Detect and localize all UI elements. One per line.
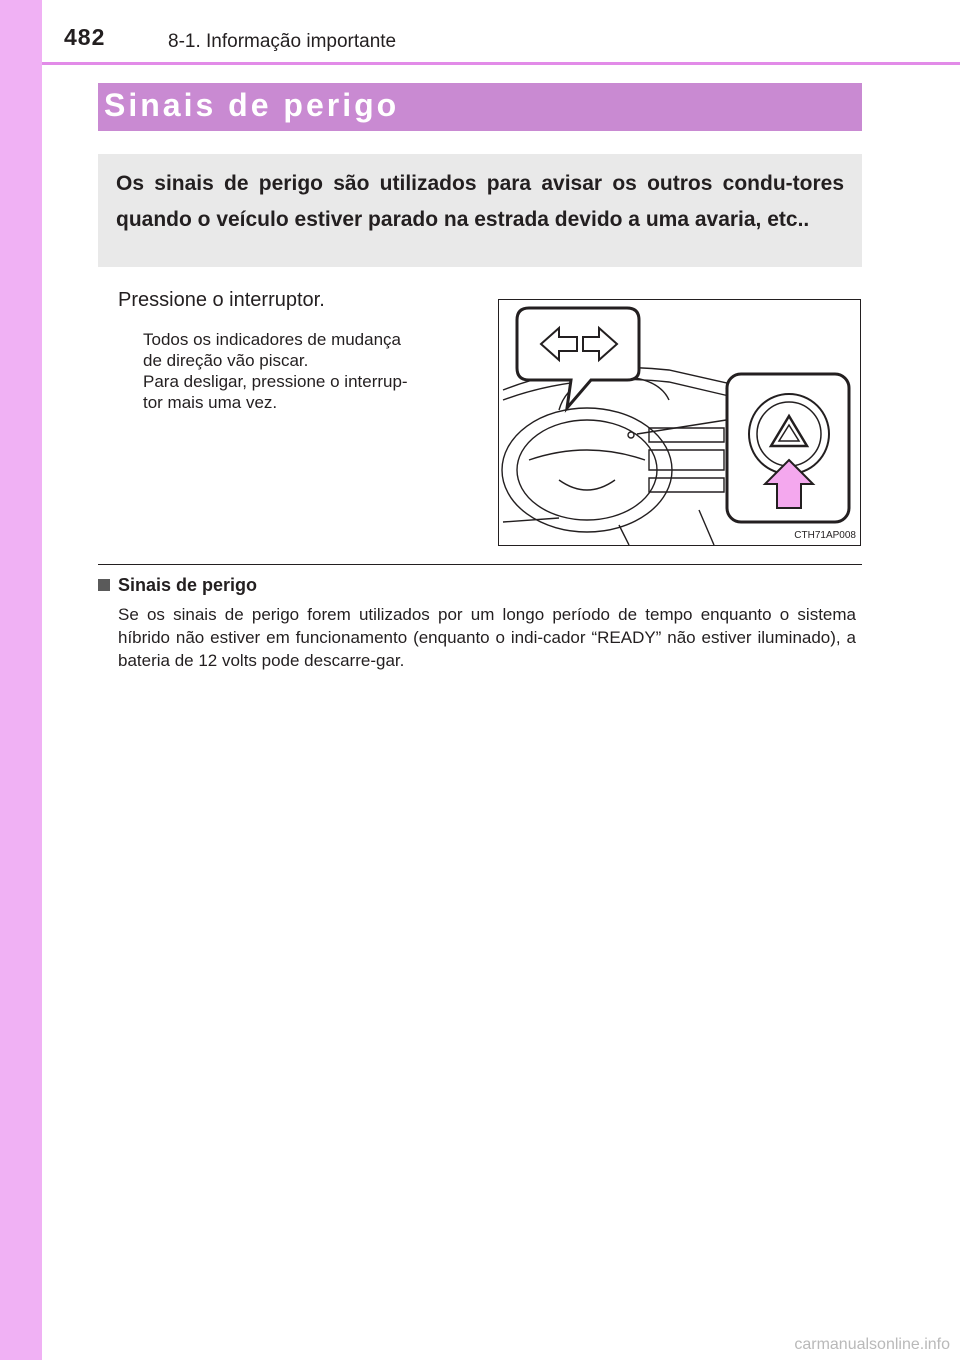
step-line: tor mais uma vez. — [143, 393, 278, 412]
turn-indicator-bubble — [517, 308, 639, 408]
side-color-strip — [0, 0, 42, 1360]
note-heading-text: Sinais de perigo — [118, 575, 258, 595]
hazard-switch-illustration — [498, 299, 861, 546]
square-bullet-icon — [98, 579, 110, 591]
note-heading — [98, 575, 257, 596]
running-header: 8-1. Informação importante — [168, 31, 397, 52]
watermark: carmanualsonline.info — [794, 1336, 950, 1353]
header-rule — [42, 62, 960, 65]
step-line: Todos os indicadores de mudança — [143, 330, 401, 349]
title-bar — [98, 83, 862, 131]
intro-text: Os sinais de perigo são utilizados para avisar os outros condu-tores quando o veículo estiver parado na estrada devido a uma avaria, etc.. — [116, 172, 844, 231]
page-title: Sinais de perigo — [104, 87, 400, 123]
intro-box — [98, 154, 862, 267]
step-line: Para desligar, pressione o interrup- — [143, 372, 408, 391]
dashboard-drawing — [499, 300, 860, 545]
section-rule — [98, 564, 862, 565]
dashboard-outline — [502, 368, 749, 546]
hazard-switch-callout — [727, 374, 849, 522]
step-description — [143, 329, 476, 413]
image-code: CTH71AP008 — [794, 530, 856, 541]
note-body: Se os sinais de perigo forem utilizados por um longo período de tempo enquanto o sistema híbrido não estiver em funcionamento (enquanto o indi-cador “READY” não estiver iluminado), a bateria de 12 volts pode descarre-gar. — [118, 605, 856, 670]
step-line: de direção vão piscar. — [143, 351, 309, 370]
page-number: 482 — [64, 24, 106, 50]
step-action: Pressione o interruptor. — [118, 289, 325, 311]
